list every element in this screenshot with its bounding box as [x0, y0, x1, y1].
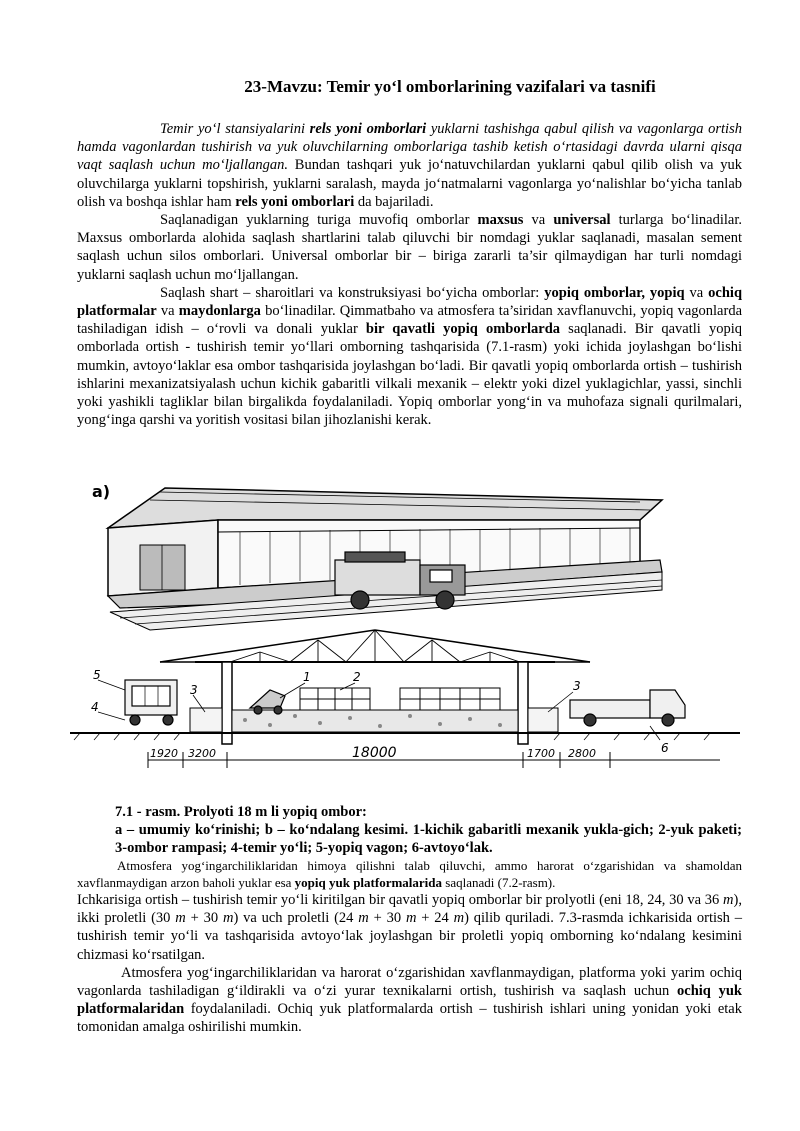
p2-c: va [523, 212, 554, 229]
caption-title: 7.1 - rasm. Prolyoti 18 m li yopiq ombor: [115, 804, 367, 820]
p5-e: + 30 [368, 910, 406, 927]
p1-e: rels yoni omborlari [235, 193, 355, 210]
dim-2800: 2800 [568, 747, 596, 760]
callout-6: 6 [661, 741, 669, 755]
dim-1700: 1700 [527, 747, 555, 760]
p5-m2: m [175, 910, 186, 927]
p1-b: rels yoni omborlari [309, 121, 427, 137]
paragraph-4 [77, 858, 742, 891]
p1-f: da bajariladi. [354, 193, 434, 210]
dim-18000: 18000 [352, 745, 397, 761]
paragraph-6 [77, 964, 742, 1037]
page-title: 23-Mavzu: Temir yo‘l omborlarining vazifalari va tasnifi [244, 77, 656, 96]
wagon-illustration [125, 680, 177, 725]
callout-3-right: 3 [573, 679, 581, 693]
p3-b: yopiq omborlar, yopiq [544, 284, 685, 301]
p6-b: ochiq yuk platformalaridan [77, 983, 742, 1018]
callout-1: 1 [303, 670, 311, 684]
p1-a: Temir yo‘l stansiyalarini [160, 121, 310, 137]
caption-legend: a – umumiy ko‘rinishi; b – ko‘ndalang kesimi. 1-kichik gabaritli mexanik yukla-gich; 2-yuk paketi; 3-ombor rampasi; 4-temir yo‘li; 5-yopiq vagon; 6-avtoyo‘lak. [115, 822, 742, 857]
p3-f: maydonlarga [178, 303, 261, 320]
p4-a: Atmosfera yog‘ingarchiliklaridan himoya qilishni talab qiluvchi, ammo harorat o‘zgarishidan va shamoldan xavflanmaydigan arzon baholi yuklar esa [77, 858, 742, 890]
cargo-packages [300, 688, 500, 710]
p6-c: foydalaniladi. Ochiq yuk platformalarda ortish – tushirish ishlari uning yonidan yoki etak tomonidan amalga oshirilishi mumkin. [77, 1001, 742, 1036]
p3-g: bo‘linadilar. Qimmatbaho va atmosfera ta’siridan xavflanuvchi, yopiq vagonlarda tashiladigan idish – o‘rovli va donali yuklar [77, 303, 743, 338]
figure-caption [115, 803, 742, 858]
p5-m6: m [453, 910, 465, 927]
callout-5: 5 [93, 668, 101, 682]
p3-e: va [156, 303, 179, 320]
p2-e: turlarga bo‘linadilar. Maxsus omborlarda alohida saqlash shartlarini talab qiluvchi bir nomdagi yuklar saqlanadi, masalan sement saqlash uchun silos omborlari. Universal omborlar bir – biriga zararli ta’sir qilmaydigan har turli nomdagi yuklarni saqlash uchun mo‘ljallangan. [77, 212, 743, 283]
p5-b: ), ikki proletli (30 [77, 892, 742, 927]
p6-a: Atmosfera yog‘ingarchiliklaridan va harorat o‘zgarishidan xavflanmaydigan, platforma yoki yarim ochiq vagonlarda tashiladigan g‘ildirakli va o‘zi yurar texnikalarni ortish, tushirish va saqlash uchun [77, 964, 742, 1000]
truck-side-illustration [570, 690, 685, 726]
p5-a: Ichkarisiga ortish – tushirish temir yo‘li kiritilgan bir qavatli yopiq omborlar bir prolyotli (eni 18, 24, 30 va 36 [77, 892, 724, 908]
p5-c: + 30 [185, 910, 223, 927]
p5-m3: m [222, 910, 234, 927]
p5-d: ) va uch proletli (24 [233, 910, 359, 927]
roof-truss [160, 630, 590, 662]
p2-d: universal [553, 212, 611, 229]
p4-b: yopiq yuk platformalarida [294, 874, 443, 890]
p5-f: + 24 [416, 910, 454, 927]
p5-m4: m [358, 910, 369, 927]
p2-b: maxsus [477, 212, 524, 229]
p3-d: ochiq platformalar [77, 284, 743, 320]
callout-4: 4 [91, 700, 99, 714]
p1-c: yuklarni tashishga qabul qilish va vagonlarga ortish hamda vagonlardan tushirish va yuk oluvchilarning omborlariga tashib ketish o‘rtasidagi davrda ularni qisqa vaqt saqlash uchun mo‘ljallangan. [77, 121, 742, 174]
paragraph-5 [77, 891, 742, 964]
callout-3-left: 3 [190, 683, 198, 697]
p3-c: va [684, 284, 709, 301]
callout-2: 2 [353, 670, 361, 684]
p2-a: Saqlanadigan yuklarning turiga muvofiq omborlar [160, 212, 478, 229]
dim-1920: 1920 [150, 747, 178, 760]
dim-3200: 3200 [188, 747, 216, 760]
p3-i: saqlanadi. Bir qavatli yopiq omborlada ortish - tushirish temir yo‘llari omborning tashqarisida (7.1-rasm) yoki ichida joylashgan bo‘lishi mumkin, avtoyo‘laklar esa ombor tashqarisida joylashgan bo‘ladi. Bir qavatli yopiq omborlarda ortish – tushirish ishlarini mexanizatsiyalash uchun kichik gabaritli vilkali mexanik – elektr yoki dizel yuklagichlar, yassi, sinchli yoki yashikli tagliklar bilan birgalikda foydalaniladi. Yopiq omborlar yong‘in va muhofaza signali qurilmalari, yong‘inga qarshi va yoritish vositasi bilan jihozlanishi kerak. [77, 321, 742, 429]
p3-a: Saqlash shart – sharoitlari va konstruksiyasi bo‘yicha omborlar: [160, 284, 545, 301]
p3-h: bir qavatli yopiq omborlarda [365, 321, 561, 338]
figure-label-a: a) [92, 482, 111, 501]
p4-c: saqlanadi (7.2-rasm). [442, 874, 556, 890]
p1-d: Bundan tashqari yuk jo‘natuvchilardan yuklarni qabul qilib olish va yuk oluvchilarga yuklarni topshirish, yuklarni saralash, mayda jo‘natmalarni vagonlarga yo‘nalishlar bo‘yicha tanlab olish va boshqa ishlar ham [77, 157, 742, 210]
p5-g: ) qilib quriladi. 7.3-rasmda ichkarisida ortish – tushirish temir yo‘li va tashqarisida avtoyo‘lak joylashgan bir proletli yopiq omborning ko‘ndalang kesimini chizmasi ko‘rsatilgan. [77, 910, 742, 963]
p5-m5: m [405, 910, 417, 927]
warehouse-perspective-drawing [108, 488, 662, 630]
body-text-bottom [77, 858, 742, 1037]
p5-m1: m [723, 892, 734, 908]
